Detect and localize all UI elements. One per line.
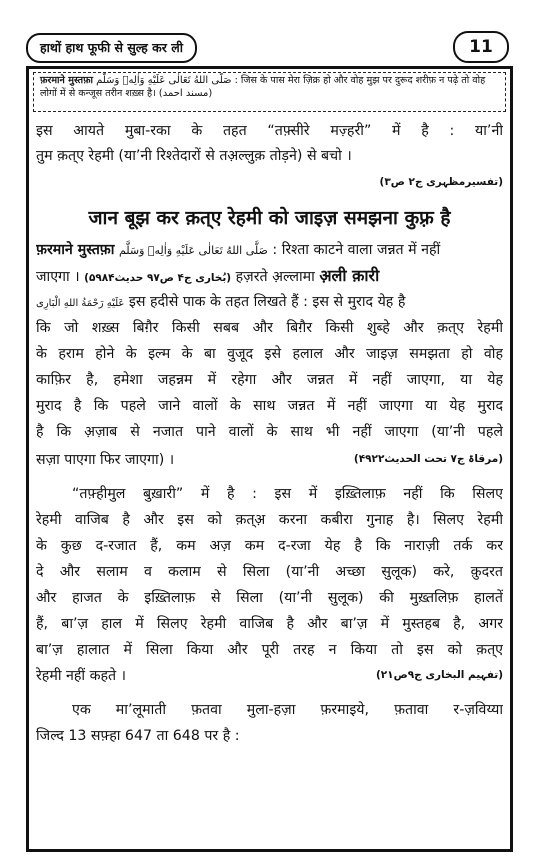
hadith-reference: (بُخاری ج۴ ص۹۷ حدیث۵۹۸۴) <box>84 272 232 284</box>
para3-reference: (تفہیم البخاری ج۹ص۲۱) <box>375 669 503 681</box>
para3-line4: दे और सलाम व कलाम से सिला (या’नी अच्छा सुलूक) करे, क़ुदरत <box>36 564 503 580</box>
hadith-line7: मुराद है कि पहले जाने वालों के साथ जन्नत में नहीं जाएगा या येह मुराद <box>36 398 503 414</box>
para3-line2: रेहमी वाजिब है और इस को क़त्अ़ करना कबीरा गुनाह है। सिलए रेहमी <box>36 512 503 528</box>
callout-label: फ़रमाने मुस्तफ़ा <box>40 75 94 86</box>
hadith-salutation: صَلَّى اللهُ تَعَالٰى عَلَيْهِ وَاٰلِهٖ وَسَلَّم <box>118 244 268 257</box>
para3-line1: “तफ़्हीमुल बुख़ारी” में है : इस में इख़्तिलाफ़ नहीं कि सिलए <box>72 486 503 502</box>
section-heading: जान बूझ कर क़त्ए रेहमी को जाइज़ समझना कुफ़्र है <box>88 207 451 229</box>
hadith-label: फ़रमाने मुस्तफ़ा <box>36 242 115 258</box>
page-number: 11 <box>453 31 509 63</box>
hadith-line2-start: जाएगा । <box>36 269 80 285</box>
hadith-line2-end: हज़रते अ़ल्लामा <box>235 269 315 285</box>
hadith-line5: के हराम होने के इल्म के बा वुजूद इसे हलाल और जाइज़ समझता हो वोह <box>36 346 503 362</box>
hadith-line4: कि जो शख़्स बिग़ैर किसी सबब और बिग़ैर किसी शुब्हे और क़त्ए रेहमी <box>36 320 503 336</box>
hadith-line1 <box>36 240 503 261</box>
para3-line8: रेहमी नहीं कहते । <box>36 668 127 684</box>
hadith-text: : रिश्ता काटने वाला जन्नत में नहीं <box>272 242 441 258</box>
para3-line5: और हाजत के इख़्तिलाफ़ से सिला (या’नी सुलूक) की मुख़्तलिफ़ हालतें <box>36 590 503 606</box>
callout-text: : जिस के पास मेरा ज़िक्र हो और वोह मुझ पर दुरूद शरीफ़ न पढ़े तो वोह लोगों में से कन्जूस तरीन शख़्स है। <box>40 75 486 99</box>
para3-line7: बा’ज़ हालात में सिला किया और पूरी तरह न किया तो इस को क़त्ए <box>36 642 503 658</box>
hadith-line3-text: इस हदीसे पाक के तहत लिखते हैं : इस से मुराद येह है <box>128 294 406 310</box>
hadith-line9: सज़ा पाएगा फिर जाएगा) । <box>36 452 175 468</box>
hadith-line2 <box>36 266 503 288</box>
callout-source: (مسند احمد) <box>158 87 213 99</box>
scholar-dua: عَلَيْهِ رَحْمَةُ اللهِ الْبَارِی <box>36 298 125 309</box>
running-title: हाथों हाथ फूफी से सुल्ह कर ली <box>26 33 197 63</box>
para1-line2: तुम क़त्ए रेहमी (या’नी रिश्तेदारों से तअ़ल्लुक़ तोड़ने) से बचो । <box>36 148 352 164</box>
para4-line2: जिल्द 13 सफ़्हा 647 ता 648 पर है : <box>36 728 240 744</box>
callout-salutation: صَلَّى اللهُ تَعَالٰى عَلَيْهِ وَاٰلِهٖ وَسَلَّم <box>96 75 232 86</box>
para3-line6: हैं, बा’ज़ हाल में सिलए रेहमी वाजिब है और बा’ज़ में मुस्तहब है, अगर <box>36 616 503 632</box>
durood-callout <box>33 72 506 112</box>
para4-line1: एक मा’लूमाती फ़तवा मुला-हज़ा फ़रमाइये, फ़तावा र-ज़विय्या <box>72 702 503 718</box>
para1-line1: इस आयते मुबा-रका के तहत “तफ़्सीरे मज़्हरी” में है : या’नी <box>36 123 503 139</box>
hadith-line6: काफ़िर है, हमेशा जहन्नम में रहेगा और जन्नत में नहीं जाएगा, या येह <box>36 372 503 388</box>
hadith-line3 <box>36 292 503 314</box>
scholar-name: अ़ली क़ारी <box>319 266 380 285</box>
para1-reference: (تفسیرمظہری ج۲ ص۳) <box>379 176 503 188</box>
para3-line3: के कुछ द-रजात हैं, कम अज़ कम द-रजा येह है कि नाराज़ी तर्क कर <box>36 538 503 554</box>
hadith-reference2: (مرقاۃ ج۷ تحت الحدیث۴۹۲۲) <box>353 453 503 465</box>
hadith-line8: है कि अ़ज़ाब से नजात पाने वालों के साथ भी नहीं जाएगा (या’नी पहले <box>36 424 503 440</box>
